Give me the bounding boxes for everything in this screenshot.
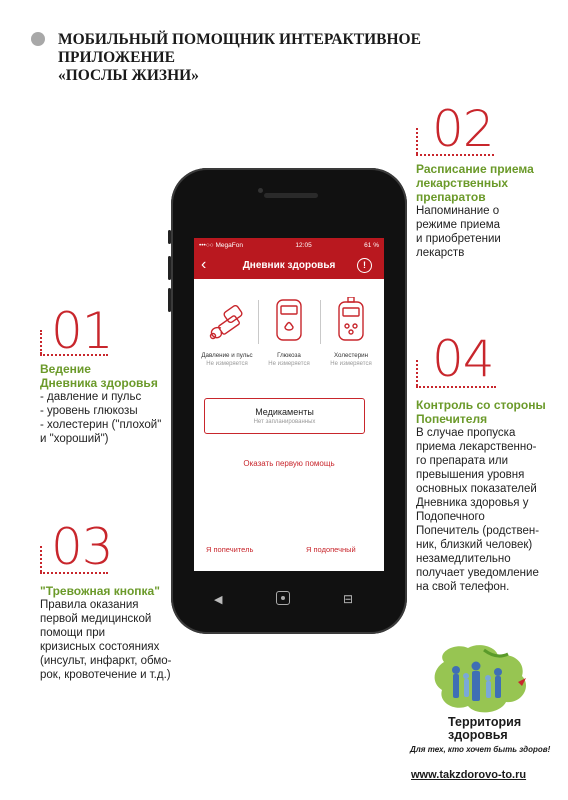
back-hw-icon[interactable]: ◀ bbox=[214, 594, 223, 606]
status-bar bbox=[194, 238, 384, 252]
card-status: Не измеряется bbox=[330, 361, 372, 367]
card-glucose[interactable] bbox=[258, 296, 320, 374]
card-status: Не измеряется bbox=[206, 361, 248, 367]
section-04-divider-vertical bbox=[416, 360, 418, 386]
card-cholesterol[interactable] bbox=[320, 296, 382, 374]
status-battery: 61 % bbox=[364, 241, 379, 249]
section-02-title: Расписание приема лекарственных препаратов bbox=[416, 162, 534, 204]
section-03-divider bbox=[40, 572, 108, 574]
app-nav-bar bbox=[194, 252, 384, 279]
first-aid-link[interactable]: Оказать первую помощь bbox=[243, 459, 335, 468]
medications-button[interactable] bbox=[204, 398, 365, 434]
card-status: Не измеряется bbox=[268, 361, 310, 367]
page-title-line1: МОБИЛЬНЫЙ ПОМОЩНИК ИНТЕРАКТИВНОЕ ПРИЛОЖЕНИЕ bbox=[58, 31, 421, 66]
territory-of-health-logo bbox=[426, 642, 546, 720]
section-03-number: 03 bbox=[51, 518, 113, 576]
medications-title: Медикаменты bbox=[255, 407, 314, 417]
section-04-title: Контроль со стороны Попечителя bbox=[416, 398, 546, 426]
section-01-divider-vertical bbox=[40, 330, 42, 354]
medications-status: Нет запланированных bbox=[253, 419, 316, 425]
card-label: Глюкоза bbox=[277, 352, 301, 359]
website-link[interactable]: www.takzdorovo-to.ru bbox=[411, 769, 527, 781]
logo-name bbox=[448, 716, 521, 742]
section-02-divider bbox=[416, 154, 494, 156]
logo-tagline: Для тех, кто хочет быть здоров! bbox=[410, 745, 551, 754]
section-01-divider bbox=[40, 354, 108, 356]
card-label: Холестерин bbox=[333, 352, 369, 359]
section-02-divider-vertical bbox=[416, 128, 418, 154]
app-title: Дневник здоровья bbox=[242, 260, 336, 271]
section-01-title: Ведение Дневника здоровья bbox=[40, 362, 158, 390]
section-01-body: - давление и пульс - уровень глюкозы - холестерин ("плохой" и "хороший") bbox=[40, 391, 162, 445]
section-04-divider bbox=[416, 386, 496, 388]
tab-ward[interactable]: Я подопечный bbox=[306, 545, 356, 554]
status-time: 12:05 bbox=[295, 241, 312, 249]
section-03-divider-vertical bbox=[40, 546, 42, 572]
page-title-line2: «ПОСЛЫ ЖИЗНИ» bbox=[58, 67, 199, 84]
info-icon[interactable]: ! bbox=[357, 258, 372, 273]
section-04-number: 04 bbox=[432, 330, 494, 388]
home-button[interactable] bbox=[276, 591, 290, 605]
bullet-dot bbox=[31, 32, 45, 46]
section-03-title: "Тревожная кнопка" bbox=[40, 584, 160, 598]
phone-screen bbox=[194, 238, 384, 571]
chevron-left-icon[interactable]: ‹ bbox=[201, 256, 207, 273]
section-04-body: В случае пропуска приема лекарственно- го препарата или превышения уровня основных показателей Дневника здоровья у Подопечного Попечитель (родствен- ник, близкий человек) незамедлительно получает уведомление на свой телефон. bbox=[416, 427, 540, 593]
tab-guardian[interactable]: Я попечитель bbox=[206, 545, 254, 554]
section-01-number: 01 bbox=[51, 302, 113, 360]
cholesterol-meter-icon bbox=[320, 296, 382, 344]
section-03-body: Правила оказания первой медицинской помощи при кризисных состояниях (инсульт, инфаркт, обмо- рок, кровотечение и т.д.) bbox=[40, 599, 172, 681]
status-carrier: •••○○ MegaFon bbox=[199, 241, 243, 249]
menu-hw-icon[interactable]: ⊟ bbox=[343, 592, 354, 606]
section-02-body: Напоминание о режиме приема и приобретении лекарств bbox=[416, 205, 501, 259]
home-dot-icon bbox=[281, 596, 285, 600]
glucometer-icon bbox=[258, 296, 320, 344]
front-camera bbox=[258, 188, 263, 193]
page-title bbox=[58, 31, 528, 85]
logo-name-line1: Территория bbox=[448, 715, 522, 729]
card-label: Давление и пульс bbox=[201, 352, 253, 359]
tonometer-icon bbox=[196, 296, 258, 344]
logo-name-line2: здоровья bbox=[448, 728, 508, 742]
phone-speaker bbox=[264, 193, 318, 198]
card-blood-pressure[interactable] bbox=[196, 296, 258, 374]
section-02-number: 02 bbox=[432, 100, 494, 158]
